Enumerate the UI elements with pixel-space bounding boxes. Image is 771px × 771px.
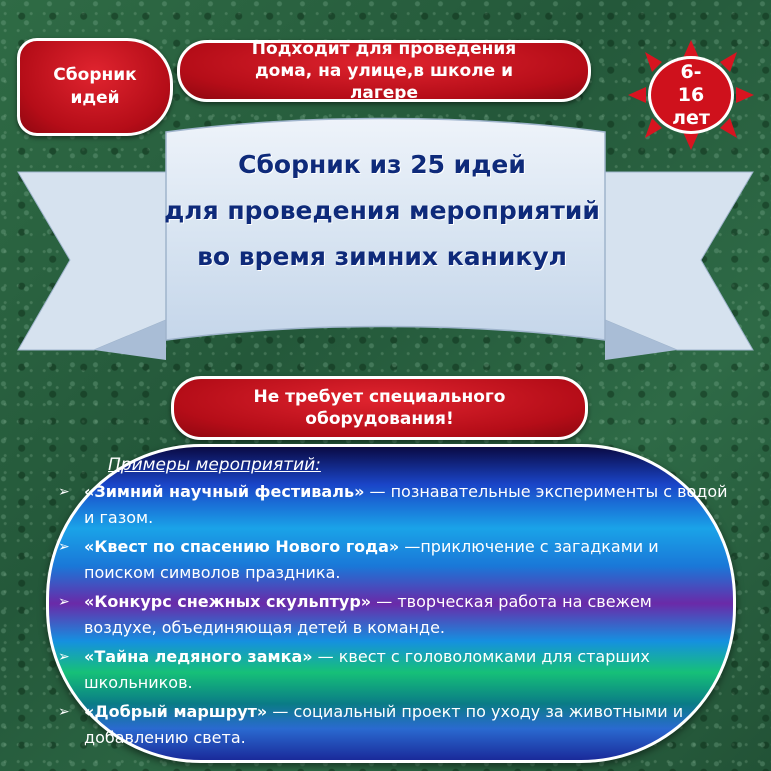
event-description: — познавательные эксперименты с водой и газом. (84, 482, 728, 527)
arrow-chevron-icon: ➢ (58, 594, 70, 610)
event-name: «Добрый маршрут» (84, 702, 268, 721)
arrow-chevron-icon: ➢ (58, 539, 70, 555)
main-title (162, 142, 602, 280)
list-item (58, 644, 728, 696)
list-item (58, 699, 728, 751)
main-title-line-2: для проведения мероприятий (164, 196, 600, 225)
arrow-chevron-icon: ➢ (58, 484, 70, 500)
event-name: «Конкурс снежных скульптур» (84, 592, 372, 611)
event-description: — квест с головоломками для старших школьников. (84, 647, 650, 692)
venue-suitability-pill (177, 40, 591, 102)
event-name: «Тайна ледяного замка» (84, 647, 313, 666)
arrow-chevron-icon: ➢ (58, 704, 70, 720)
main-title-line-3: во время зимних каникул (197, 242, 567, 271)
age-range-text: 6-16 лет (672, 60, 710, 129)
list-item (58, 479, 728, 531)
arrow-chevron-icon: ➢ (58, 649, 70, 665)
event-name: «Квест по спасению Нового года» (84, 537, 400, 556)
event-name: «Зимний научный фестиваль» (84, 482, 365, 501)
no-equipment-pill (171, 376, 588, 440)
event-description: — социальный проект по уходу за животными и добавлению света. (84, 702, 684, 747)
main-title-line-1: Сборник из 25 идей (238, 150, 526, 179)
examples-heading: Примеры мероприятий: (108, 455, 321, 475)
event-description: —приключение с загадками и поиском символов праздника. (84, 537, 659, 582)
venue-suitability-text: Подходит для проведения дома, на улице,в школе и лагере (251, 39, 517, 103)
list-item (58, 589, 728, 641)
event-description: — творческая работа на свежем воздухе, объединяющая детей в команде. (84, 592, 652, 637)
collection-tag-text: Сборник идей (53, 65, 137, 108)
list-item (58, 534, 728, 586)
no-equipment-text: Не требует специального оборудования! (253, 387, 506, 429)
examples-list (58, 479, 728, 754)
